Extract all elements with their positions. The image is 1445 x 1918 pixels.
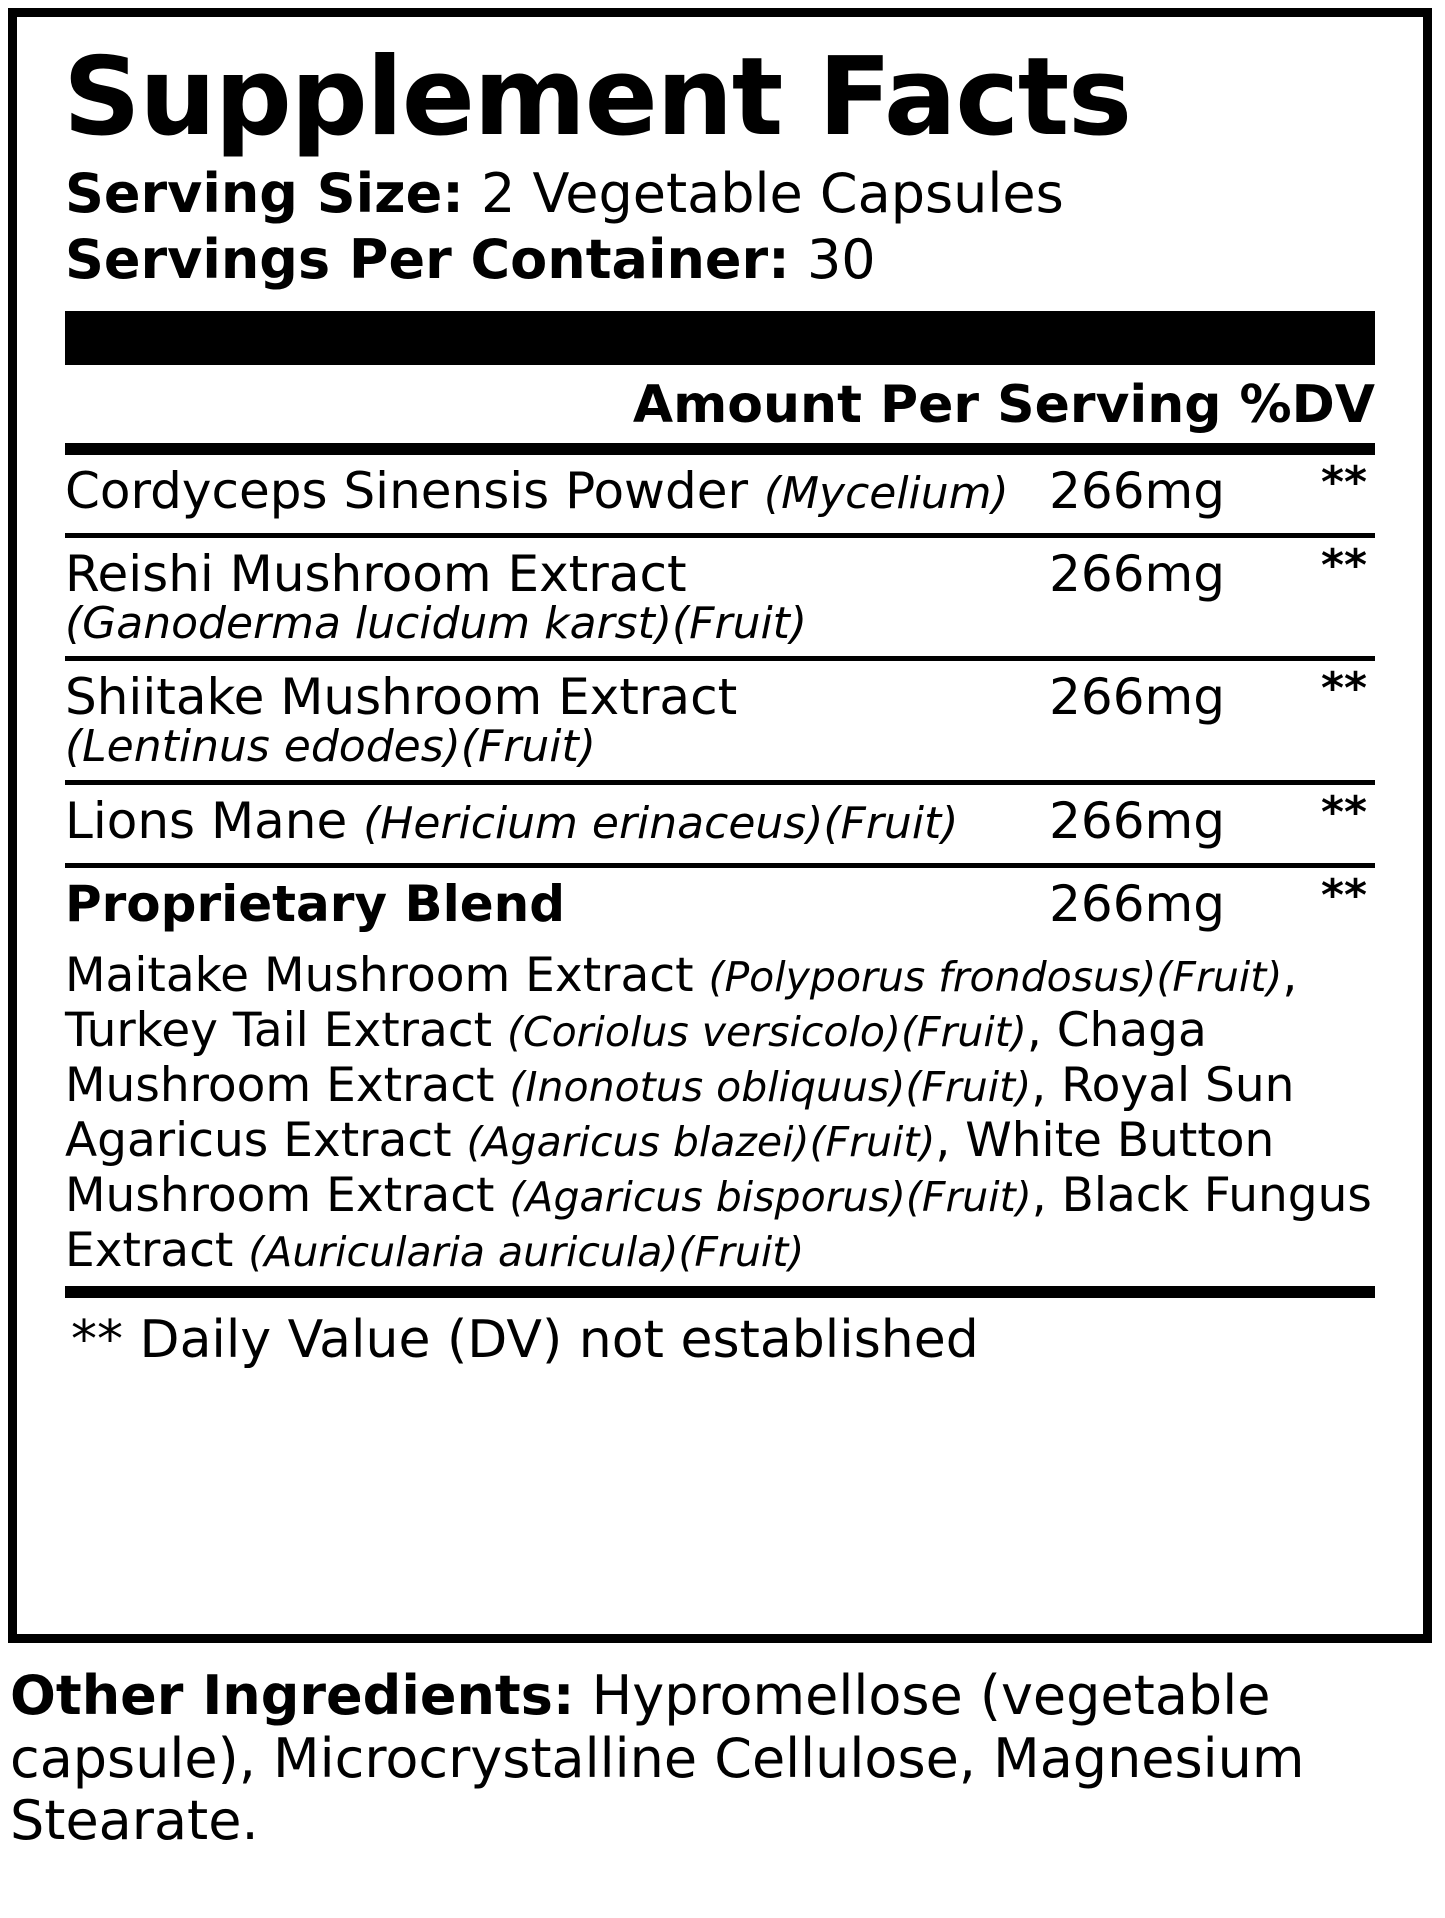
supplement-facts-panel — [8, 8, 1432, 1643]
panel-title: Supplement Facts — [63, 35, 1131, 160]
ingredient-amount: 266mg — [1049, 544, 1225, 603]
daily-value-footnote: ** Daily Value (DV) not established — [71, 1309, 979, 1370]
table-row — [65, 538, 1375, 656]
blend-common-name: , White Button Mushroom Extract — [65, 1112, 1275, 1223]
other-ingredients — [4, 1665, 1434, 1853]
rule-above-footnote — [65, 1286, 1375, 1298]
ingredient-common-name: Shiitake Mushroom Extract — [65, 668, 738, 727]
blend-common-name: Maitake Mushroom Extract — [65, 947, 709, 1003]
serving-size-value: 2 Vegetable Capsules — [480, 162, 1064, 226]
daily-value-header: %DV — [1239, 374, 1375, 435]
ingredient-common-name: Cordyceps Sinensis Powder — [65, 461, 764, 520]
other-ingredients-value: Hypromellose (vegetable capsule), Microcrystalline Cellulose, Magnesium Stearate. — [10, 1664, 1305, 1853]
serving-size-label: Serving Size: — [65, 162, 464, 226]
servings-per-container-value: 30 — [806, 228, 876, 292]
ingredient-dv: ** — [1320, 663, 1367, 715]
ingredient-latin-name: (Hericium erinaceus)(Fruit) — [363, 797, 959, 849]
blend-latin-name: (Inonotus obliquus)(Fruit) — [509, 1062, 1032, 1111]
blend-common-name: , Royal Sun Agaricus Extract — [65, 1057, 1295, 1168]
ingredient-amount: 266mg — [1049, 461, 1225, 520]
amount-per-serving-header: Amount Per Serving — [632, 374, 1222, 435]
ingredient-latin-name: (Lentinus edodes)(Fruit) — [65, 721, 596, 773]
servings-per-container-label: Servings Per Container: — [65, 228, 790, 292]
blend-latin-name: (Polyporus frondosus)(Fruit) — [708, 952, 1283, 1001]
ingredient-latin-name: (Mycelium) — [763, 467, 1009, 519]
ingredient-common-name: Proprietary Blend — [65, 874, 565, 933]
ingredient-latin-name: (Ganoderma lucidum karst)(Fruit) — [65, 597, 808, 649]
blend-common-name: , Chaga Mushroom Extract — [65, 1002, 1207, 1113]
column-headers — [65, 375, 1375, 435]
serving-size-line — [65, 161, 1383, 227]
blend-latin-name: (Auricularia auricula)(Fruit) — [248, 1227, 805, 1276]
table-row-proprietary-blend — [65, 868, 1375, 946]
blend-latin-name: (Agaricus bisporus)(Fruit) — [509, 1172, 1032, 1221]
blend-latin-name: (Agaricus blazei)(Fruit) — [466, 1117, 936, 1166]
ingredient-common-name: Reishi Mushroom Extract — [65, 544, 687, 603]
table-row — [65, 661, 1375, 779]
header-divider-bar — [65, 311, 1375, 365]
proprietary-blend-ingredients — [65, 948, 1375, 1278]
table-row — [65, 785, 1375, 863]
blend-latin-name: (Coriolus versicolo)(Fruit) — [506, 1007, 1027, 1056]
ingredient-dv: ** — [1320, 539, 1367, 591]
blend-common-name: , Turkey Tail Extract — [65, 947, 1298, 1058]
ingredient-amount: 266mg — [1049, 791, 1225, 850]
other-ingredients-label: Other Ingredients: — [10, 1664, 575, 1727]
table-row — [65, 455, 1375, 533]
ingredient-amount: 266mg — [1049, 874, 1225, 933]
ingredient-dv: ** — [1320, 786, 1367, 838]
ingredient-dv: ** — [1320, 869, 1367, 921]
rule-below-headers — [65, 443, 1375, 455]
blend-common-name: , Black Fungus Extract — [65, 1167, 1372, 1278]
ingredient-dv: ** — [1320, 456, 1367, 508]
ingredient-common-name: Lions Mane — [65, 791, 364, 850]
ingredient-amount: 266mg — [1049, 668, 1225, 727]
servings-per-container-line — [65, 227, 1383, 293]
